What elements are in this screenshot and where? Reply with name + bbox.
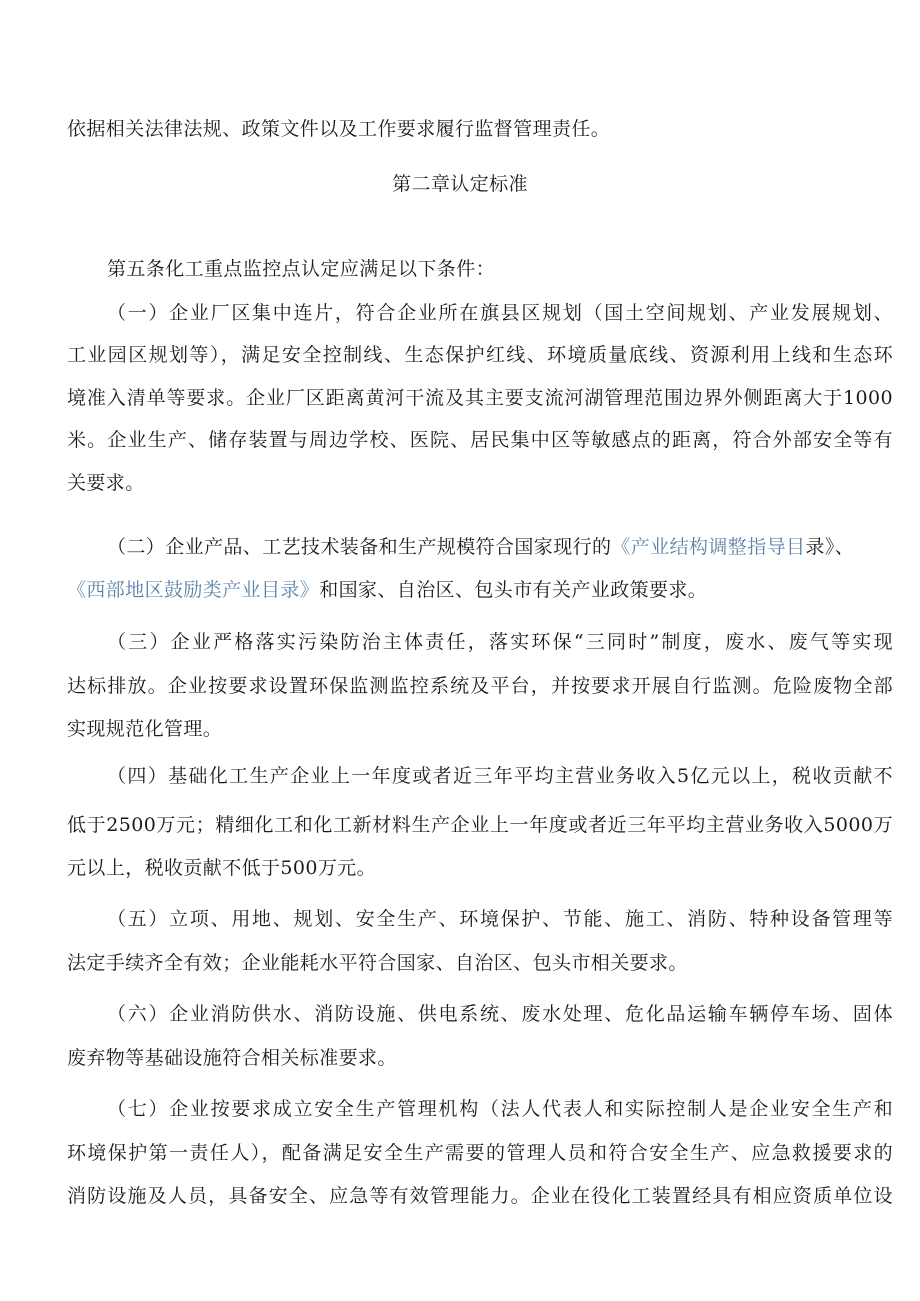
item-1-line-1: （一）企业厂区集中连片，符合企业所在旗县区规划（国土空间规划、产业发展规划、 <box>107 302 893 324</box>
article-heading: 第五条化工重点监控点认定应满足以下条件： <box>107 258 496 280</box>
item-3-line-1: （三）企业严格落实污染防治主体责任，落实环保“三同时”制度，废水、废气等实现 <box>107 631 893 653</box>
industry-catalog-link[interactable]: 《产业结构调整指导目 <box>611 536 806 558</box>
item-6-line-1: （六）企业消防供水、消防设施、供电系统、废水处理、危化品运输车辆停车场、固体 <box>107 1003 893 1025</box>
item-5-line-1: （五）立项、用地、规划、安全生产、环境保护、节能、施工、消防、特种设备管理等 <box>107 908 893 930</box>
item-1-line-3: 境准入清单等要求。企业厂区距离黄河干流及其主要支流河湖管理范围边界外侧距离大于1000 <box>67 387 893 409</box>
item-7-line-3: 消防设施及人员，具备安全、应急等有效管理能力。企业在役化工装置经具有相应资质单位设 <box>67 1185 893 1207</box>
western-catalog-link[interactable]: 《西部地区鼓励类产业目录》 <box>67 579 320 601</box>
item-4-line-2: 低于2500万元；精细化工和化工新材料生产企业上一年度或者近三年平均主营业务收入5000万 <box>67 814 893 836</box>
item-3-line-3: 实现规范化管理。 <box>67 718 223 740</box>
item-1-line-4: 米。企业生产、储存装置与周边学校、医院、居民集中区等敏感点的距离，符合外部安全等有 <box>67 429 893 451</box>
item-1-line-2: 工业园区规划等），满足安全控制线、生态保护红线、环境质量底线、资源利用上线和生态环 <box>67 344 893 366</box>
item-2-text-c: 和国家、自治区、包头市有关产业政策要求。 <box>319 579 708 601</box>
item-6-line-2: 废弃物等基础设施符合相关标准要求。 <box>67 1047 397 1069</box>
item-2-line-2 <box>67 578 893 602</box>
paragraph-line: 依据相关法律法规、政策文件以及工作要求履行监督管理责任。 <box>67 118 611 140</box>
item-7-line-1: （七）企业按要求成立安全生产管理机构（法人代表人和实际控制人是企业安全生产和 <box>107 1098 893 1120</box>
item-5-line-2: 法定手续齐全有效；企业能耗水平符合国家、自治区、包头市相关要求。 <box>67 952 688 974</box>
item-2-line-1 <box>107 535 893 559</box>
item-1-line-5: 关要求。 <box>67 472 145 494</box>
item-2-text-b: 录》、 <box>805 536 855 558</box>
item-7-line-2: 环境保护第一责任人），配备满足安全生产需要的管理人员和符合安全生产、应急救援要求的 <box>67 1142 893 1164</box>
chapter-title: 第二章认定标准 <box>392 173 528 195</box>
item-4-line-3: 元以上，税收贡献不低于500万元。 <box>67 857 377 879</box>
item-3-line-2: 达标排放。企业按要求设置环保监测监控系统及平台，并按要求开展自行监测。危险废物全部 <box>67 675 893 697</box>
item-2-text-a: （二）企业产品、工艺技术装备和生产规模符合国家现行的 <box>107 536 612 558</box>
item-4-line-1: （四）基础化工生产企业上一年度或者近三年平均主营业务收入5亿元以上，税收贡献不 <box>107 765 893 787</box>
